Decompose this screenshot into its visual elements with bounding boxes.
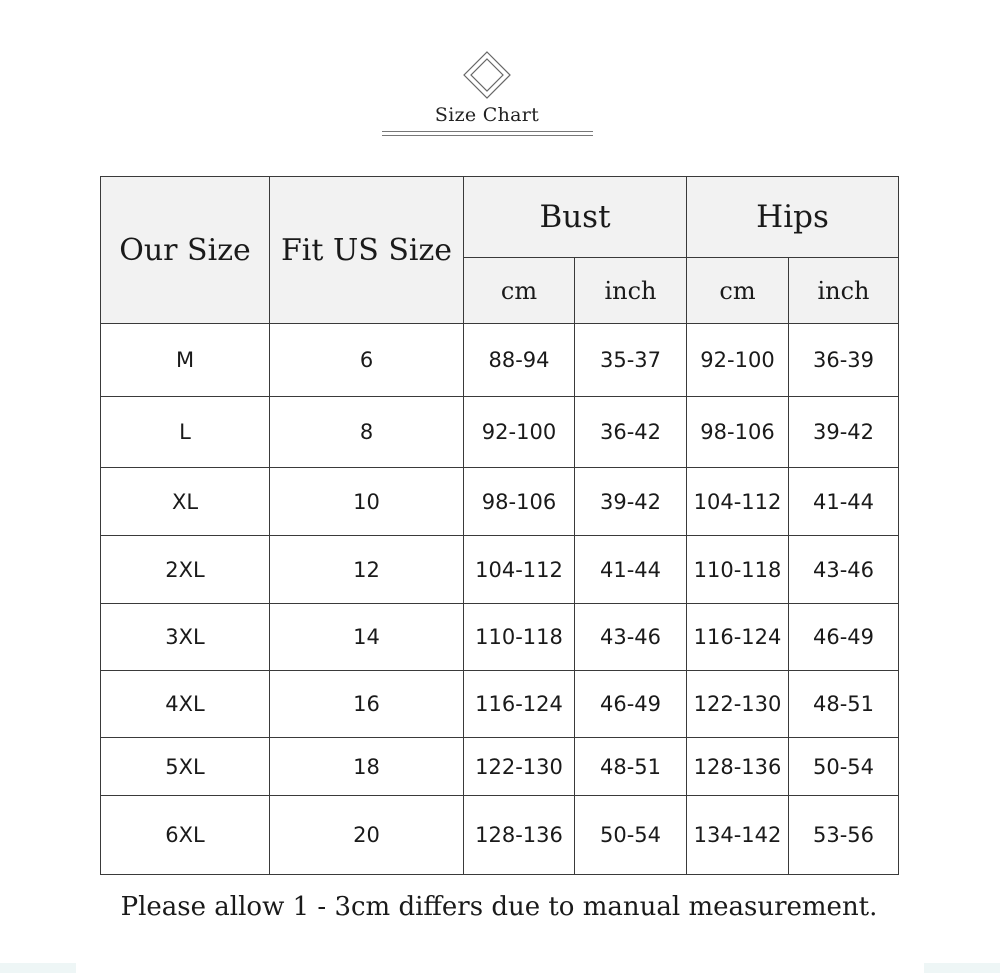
cell-our-size: M — [101, 324, 270, 397]
measurement-note: Please allow 1 - 3cm differs due to manual measurement. — [120, 892, 878, 922]
cell-our-size: 5XL — [101, 738, 270, 796]
table-row — [101, 397, 899, 468]
cell-bust-inch: 35-37 — [575, 324, 687, 397]
column-group-hips: Hips — [687, 177, 899, 258]
table-row — [101, 604, 899, 671]
decorative-corner — [0, 963, 76, 973]
cell-bust-cm: 98-106 — [464, 468, 575, 536]
cell-hips-inch: 43-46 — [789, 536, 899, 604]
table-row — [101, 536, 899, 604]
cell-hips-inch: 36-39 — [789, 324, 899, 397]
cell-hips-inch: 50-54 — [789, 738, 899, 796]
cell-bust-cm: 88-94 — [464, 324, 575, 397]
cell-hips-cm: 110-118 — [687, 536, 789, 604]
cell-bust-cm: 104-112 — [464, 536, 575, 604]
table-row — [101, 468, 899, 536]
cell-hips-cm: 134-142 — [687, 796, 789, 875]
cell-fit-us-size: 6 — [270, 324, 464, 397]
cell-bust-inch: 48-51 — [575, 738, 687, 796]
cell-our-size: XL — [101, 468, 270, 536]
column-header-bust-inch: inch — [575, 258, 687, 324]
title-underline — [382, 135, 593, 136]
page-title: Size Chart — [434, 104, 540, 126]
size-chart-table — [100, 176, 899, 875]
cell-hips-cm: 122-130 — [687, 671, 789, 738]
column-header-bust-cm: cm — [464, 258, 575, 324]
cell-hips-inch: 46-49 — [789, 604, 899, 671]
decorative-corner — [924, 963, 1000, 973]
table-row — [101, 671, 899, 738]
title-underline — [382, 131, 593, 132]
cell-bust-cm: 92-100 — [464, 397, 575, 468]
cell-our-size: 2XL — [101, 536, 270, 604]
cell-bust-inch: 43-46 — [575, 604, 687, 671]
cell-hips-cm: 128-136 — [687, 738, 789, 796]
column-group-bust: Bust — [464, 177, 687, 258]
cell-hips-inch: 39-42 — [789, 397, 899, 468]
cell-our-size: 6XL — [101, 796, 270, 875]
column-header-our-size: Our Size — [101, 177, 270, 324]
cell-bust-cm: 122-130 — [464, 738, 575, 796]
cell-hips-inch: 53-56 — [789, 796, 899, 875]
column-header-fit-us-size: Fit US Size — [270, 177, 464, 324]
cell-our-size: 4XL — [101, 671, 270, 738]
cell-bust-inch: 39-42 — [575, 468, 687, 536]
cell-bust-cm: 116-124 — [464, 671, 575, 738]
column-header-hips-inch: inch — [789, 258, 899, 324]
cell-hips-inch: 48-51 — [789, 671, 899, 738]
cell-fit-us-size: 8 — [270, 397, 464, 468]
cell-fit-us-size: 14 — [270, 604, 464, 671]
cell-our-size: L — [101, 397, 270, 468]
table-row — [101, 738, 899, 796]
cell-hips-cm: 98-106 — [687, 397, 789, 468]
cell-bust-inch: 46-49 — [575, 671, 687, 738]
cell-fit-us-size: 12 — [270, 536, 464, 604]
table-row — [101, 796, 899, 875]
cell-our-size: 3XL — [101, 604, 270, 671]
column-header-hips-cm: cm — [687, 258, 789, 324]
cell-hips-cm: 92-100 — [687, 324, 789, 397]
cell-hips-cm: 104-112 — [687, 468, 789, 536]
cell-bust-cm: 128-136 — [464, 796, 575, 875]
cell-fit-us-size: 10 — [270, 468, 464, 536]
cell-hips-inch: 41-44 — [789, 468, 899, 536]
table-row — [101, 324, 899, 397]
cell-hips-cm: 116-124 — [687, 604, 789, 671]
cell-bust-inch: 41-44 — [575, 536, 687, 604]
diamond-outline-icon — [463, 51, 511, 99]
cell-fit-us-size: 20 — [270, 796, 464, 875]
cell-fit-us-size: 18 — [270, 738, 464, 796]
cell-bust-inch: 36-42 — [575, 397, 687, 468]
cell-bust-inch: 50-54 — [575, 796, 687, 875]
cell-fit-us-size: 16 — [270, 671, 464, 738]
cell-bust-cm: 110-118 — [464, 604, 575, 671]
